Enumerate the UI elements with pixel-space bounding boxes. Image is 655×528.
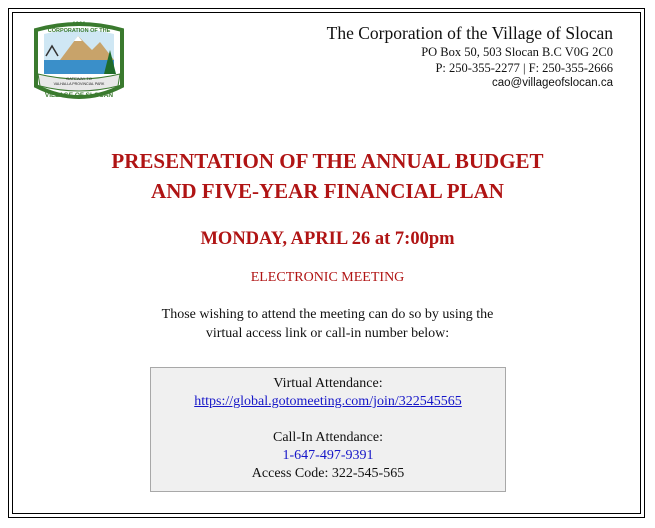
intro-line1: Those wishing to attend the meeting can do so by using the [161,307,494,322]
meeting-date: MONDAY, APRIL 26 at 7:00pm [200,229,455,249]
callin-attendance-label: Call-In Attendance: [272,430,384,445]
email-address: cao@villageofslocan.ca [492,77,613,89]
access-code: Access Code: 322-545-565 [251,466,405,481]
callin-phone-number[interactable]: 1-647-497-9391 [282,448,374,463]
attendance-box [150,367,506,492]
meeting-type: ELECTRONIC MEETING [250,270,405,285]
letterhead [273,22,613,91]
notice-title [0,146,655,206]
logo-top-text: 1901 [72,22,86,28]
virtual-attendance-label: Virtual Attendance: [273,376,383,391]
phone-fax: P: 250-355-2277 | F: 250-355-2666 [435,61,613,75]
virtual-attendance-link[interactable]: https://global.gotomeeting.com/join/322545565 [194,394,462,409]
intro-line2: virtual access link or call-in number below: [205,326,450,341]
intro-text [0,305,655,343]
logo-ribbon-line1: GATEWAY TO [66,76,92,81]
notice-title-line1: PRESENTATION OF THE ANNUAL BUDGET [111,149,544,173]
postal-address: PO Box 50, 503 Slocan B.C V0G 2C0 [421,45,613,59]
notice-title-line2: AND FIVE-YEAR FINANCIAL PLAN [151,179,504,203]
logo-arc-text: CORPORATION OF THE [47,28,111,34]
logo-bottom-text: VILLAGE OF SLOCAN [44,92,114,99]
logo-ribbon-line2: VALHALLA PROVINCIAL PARK [53,82,105,86]
village-logo [30,16,128,108]
org-name: The Corporation of the Village of Slocan [326,23,613,43]
